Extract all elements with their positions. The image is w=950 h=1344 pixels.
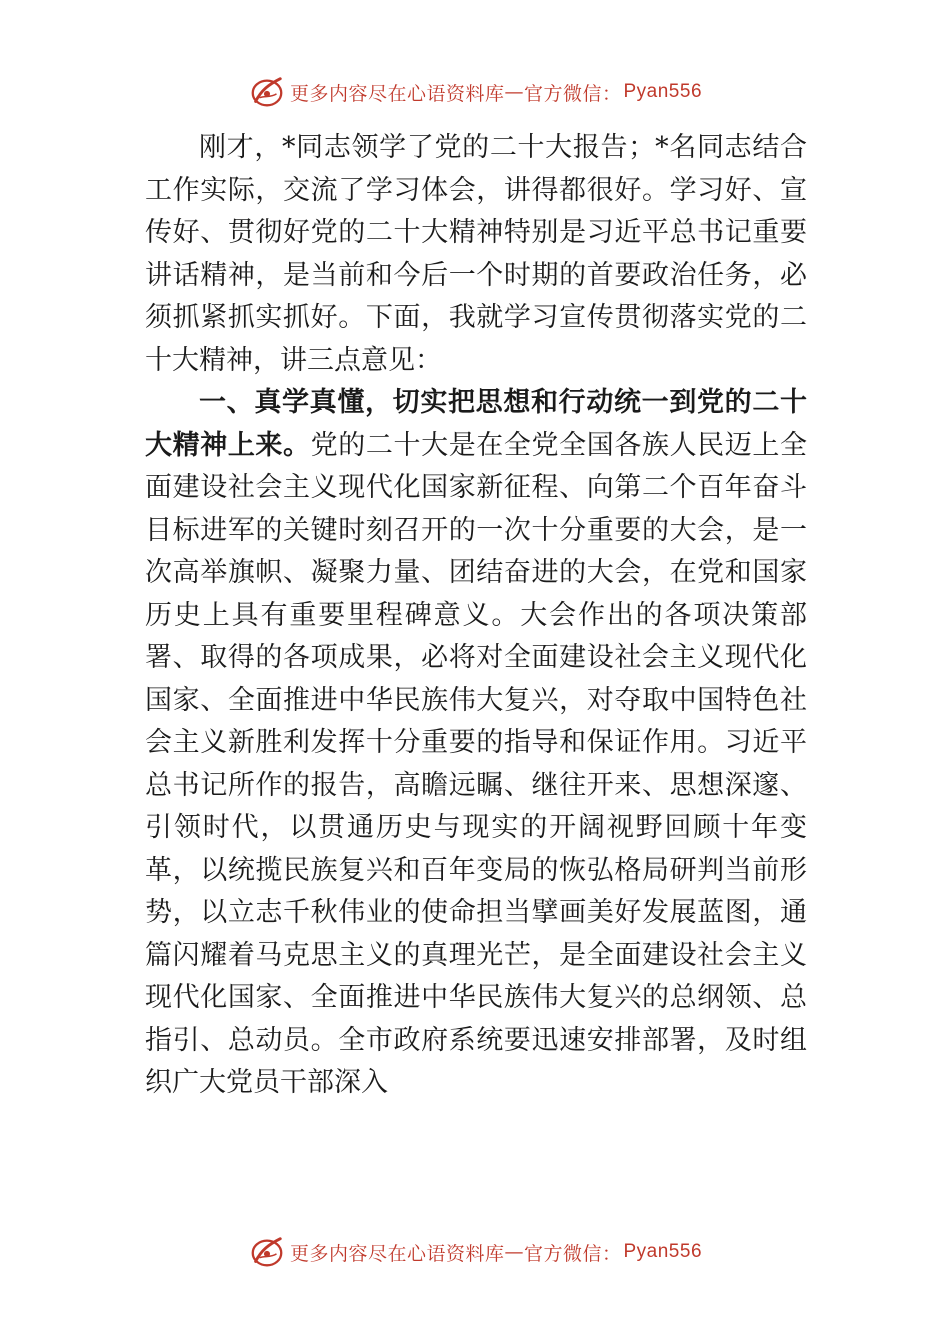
document-body xyxy=(145,127,807,1105)
footer-banner xyxy=(0,1230,950,1274)
section-heading-1: 一、真学真懂，切实把思想和行动统一到党的二十大精神上来。 xyxy=(145,387,807,461)
banner-separator: — xyxy=(504,81,524,103)
banner-wechat-label: 官方微信： xyxy=(523,1242,622,1265)
section-1-body: 党的二十大是在全党全国各族人民迈上全面建设社会主义现代化国家新征程、向第二个百年奋斗目标进军的关键时刻召开的一次十分重要的大会，是一次高举旗帜、凝聚力量、团结奋进的大会，在党和国家历史上具有重要里程碑意义。大会作出的各项决策部署、取得的各项成果，必将对全面建设社会主义现代化国家、全面推进中华民族伟大复兴，对夺取中国特色社会主义新胜利发挥十分重要的指导和保证作用。习近平总书记所作的报告，高瞻远瞩、继往开来、思想深邃、引领时代，以贯通历史与现实的开阔视野回顾十年变革，以统揽民族复兴和百年变局的恢弘格局研判当前形势，以立志千秋伟业的使命担当擘画美好发展蓝图，通篇闪耀着马克思主义的真理光芒，是全面建设社会主义现代化国家、全面推进中华民族伟大复兴的总纲领、总指引、总动员。全市政府系统要迅速安排部署，及时组织广大党员干部深入 xyxy=(145,429,808,1098)
red-pen-swirl-logo-icon xyxy=(248,73,286,111)
banner-wechat-id: Pyan556 xyxy=(623,81,703,102)
banner-wechat-id: Pyan556 xyxy=(623,1241,703,1262)
banner-site-name: 更多内容尽在心语资料库 xyxy=(289,1242,505,1265)
banner-separator: — xyxy=(504,1241,524,1263)
paragraph-intro: 刚才，*同志领学了党的二十大报告；*名同志结合工作实际，交流了学习体会，讲得都很好。学习好、宣传好、贯彻好党的二十大精神特别是习近平总书记重要讲话精神，是当前和今后一个时期的首要政治任务，必须抓紧抓实抓好。下面，我就学习宣传贯彻落实党的二十大精神，讲三点意见： xyxy=(145,132,807,376)
paragraph-section-1 xyxy=(145,382,807,1105)
banner-site-name: 更多内容尽在心语资料库 xyxy=(289,82,505,105)
red-pen-swirl-logo-icon xyxy=(248,1233,286,1271)
header-banner xyxy=(0,70,950,114)
banner-wechat-label: 官方微信： xyxy=(523,82,622,105)
